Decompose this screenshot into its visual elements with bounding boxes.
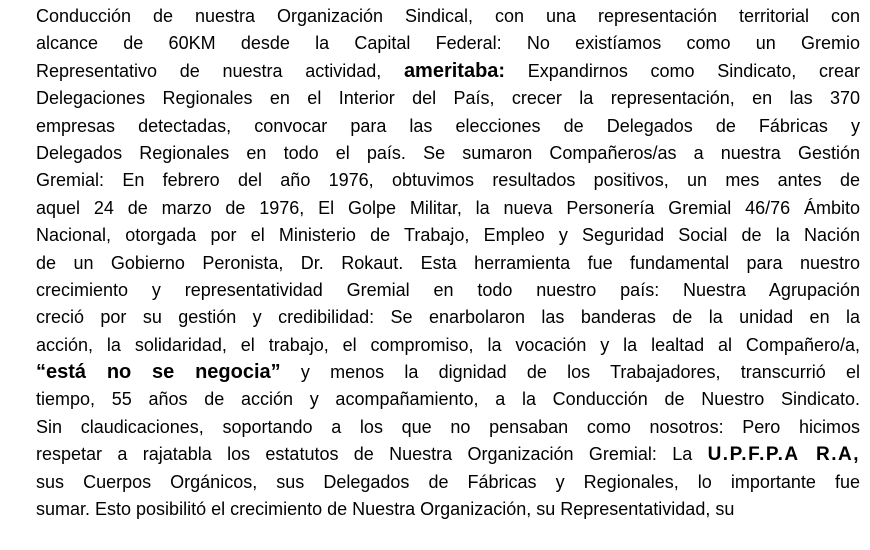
- line-text: acción, la solidaridad, el trabajo, el compromiso, la vocación y la lealtad al Compañero/a,: [36, 334, 860, 355]
- line-text: Sin claudicaciones, soportando a los que no pensaban como nosotros: Pero hicimos: [36, 416, 860, 437]
- text-line: [36, 30, 860, 57]
- line-text: Delegaciones Regionales en el Interior del País, crecer la representación, en las 370: [36, 88, 860, 109]
- emphasis-ameritaba: ameritaba:: [403, 59, 506, 82]
- line-text: sus Cuerpos Orgánicos, sus Delegados de Fábricas y Regionales, lo importante fue: [36, 471, 860, 492]
- line-text: sumar. Esto posibilitó el crecimiento de Nuestra Organización, su Representatividad, su: [36, 499, 735, 520]
- text-line: [36, 3, 860, 30]
- text-line: [36, 441, 860, 468]
- text-line: [36, 496, 860, 523]
- line-text: alcance de 60KM desde la Capital Federal: No existíamos como un Gremio: [36, 33, 860, 54]
- line-text: empresas detectadas, convocar para las elecciones de Delegados de Fábricas y: [36, 115, 860, 136]
- line-text: Gremial: En febrero del año 1976, obtuvimos resultados positivos, un mes antes de: [36, 170, 860, 191]
- text-line: [36, 167, 860, 194]
- body-paragraph: [36, 3, 860, 523]
- line-text: Conducción de nuestra Organización Sindical, con una representación territorial con: [36, 6, 860, 26]
- line-text: respetar a rajatabla los estatutos de Nuestra Organización Gremial: La: [36, 444, 708, 465]
- line-text: crecimiento y representatividad Gremial en todo nuestro país: Nuestra Agrupación: [36, 279, 860, 300]
- text-line: [36, 140, 860, 167]
- emphasis-esta-no-se-negocia: “está no se negocia”: [36, 361, 281, 384]
- line-text: Representativo de nuestra actividad,: [36, 60, 404, 81]
- text-line: [36, 304, 860, 331]
- text-line: [36, 113, 860, 140]
- text-line: [36, 222, 860, 249]
- text-line: [36, 469, 860, 496]
- line-text: Delegados Regionales en todo el país. Se sumaron Compañeros/as a nuestra Gestión: [36, 142, 860, 163]
- text-line: [36, 277, 860, 304]
- text-line: [36, 386, 860, 413]
- line-text: tiempo, 55 años de acción y acompañamiento, a la Conducción de Nuestro Sindicato.: [36, 389, 860, 410]
- text-line: [36, 250, 860, 277]
- line-text: Expandirnos como Sindicato, crear: [505, 60, 860, 81]
- text-line: [36, 332, 860, 359]
- line-text: aquel 24 de marzo de 1976, El Golpe Militar, la nueva Personería Gremial 46/76 Ámbito: [36, 197, 860, 218]
- line-text: creció por su gestión y credibilidad: Se enarbolaron las banderas de la unidad en la: [36, 307, 860, 328]
- text-line: [36, 85, 860, 112]
- text-line: [36, 414, 860, 441]
- emphasis-upfpara: U.P.F.P.A R.A,: [707, 444, 860, 466]
- line-text: y menos la dignidad de los Trabajadores, transcurrió el: [280, 362, 860, 383]
- line-text: de un Gobierno Peronista, Dr. Rokaut. Esta herramienta fue fundamental para nuestro: [36, 252, 860, 273]
- text-line: [36, 359, 860, 386]
- text-line: [36, 58, 860, 85]
- text-line: [36, 195, 860, 222]
- line-text: Nacional, otorgada por el Ministerio de Trabajo, Empleo y Seguridad Social de la Nación: [36, 225, 860, 246]
